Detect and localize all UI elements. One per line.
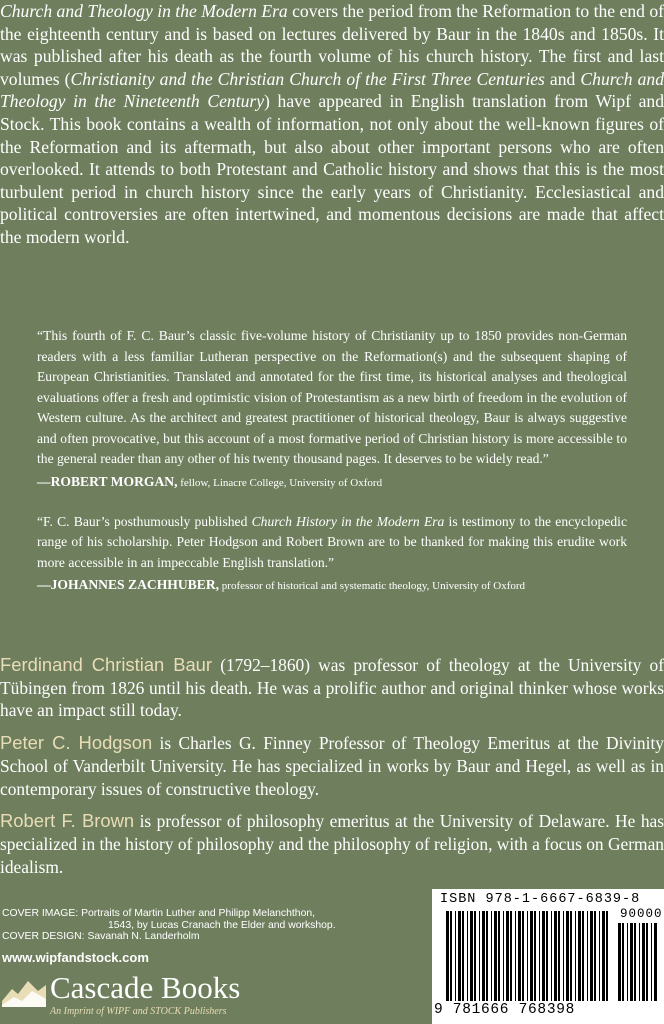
endorsement-attribution (37, 473, 627, 492)
bio-hodgson (0, 732, 664, 800)
quote-text-part1: “F. C. Baur’s posthumously published (37, 513, 252, 529)
bio-text: (1792–1860) was professor of theology at the University of Tübingen from 1826 until his death. He was a prolific author and original thinker whose works have an impact still today. (0, 655, 664, 721)
endorser-name: —JOHANNES ZACHHUBER, (37, 577, 220, 592)
endorser-name: —ROBERT MORGAN, (37, 473, 178, 489)
publisher-name: Cascade Books (50, 970, 241, 1005)
quoted-book-title: Church History in the Modern Era (251, 513, 445, 529)
endorser-affiliation: professor of historical and systematic theology, University of Oxford (219, 580, 526, 592)
author-bios (0, 654, 664, 888)
endorsement-zachhuber (37, 512, 627, 596)
publisher-website[interactable]: www.wipfandstock.com (2, 950, 149, 965)
bio-name: Robert F. Brown (0, 810, 135, 832)
cover-image-credit-line2: 1543, by Lucas Cranach the Elder and workshop. (108, 919, 336, 931)
publisher-tagline: An Imprint of WIPF and STOCK Publishers (50, 1006, 227, 1017)
publisher-logo (0, 972, 340, 1022)
endorsement-quote: “This fourth of F. C. Baur’s classic five-volume history of Christianity up to 1850 provides non-German readers with a less familiar Lutheran perspective on the Reformation(s) and the subsequent shaping of European Christianities. Translated and annotated for the first time, its historical analyses and theological evaluations offer a fresh and optimistic vision of Protestantism as a new birth of freedom in the evolution of Western culture. As the architect and greatest practitioner of historical theology, Baur is always suggestive and often provocative, but this account of a most formative period of Christian history is more accessible to the general reader than any other of his twenty thousand pages. It deserves to be widely read.” (37, 328, 627, 466)
description-text-part1: covers the period from the Reformation to the end of the eighteenth century and is based on lectures delivered by Baur in the 1840s and 1850s. It was published after his death as the fourth volume of his church history. The first and last volumes ( (0, 1, 664, 89)
isbn-barcode (432, 889, 664, 1024)
endorsements (37, 326, 627, 595)
bio-text: is Charles G. Finney Professor of Theology Emeritus at the Divinity School of Vanderbilt University. He has specialized in works by Baur and Hegel, as well as in contemporary issues of constructive theology. (0, 733, 664, 799)
cover-credits (2, 908, 422, 943)
quote-text-part2: is testimony to the encyclopedic range of his scholarship. Peter Hodgson and Robert Brown are to be thanked for making this erudite work more accessible in an impeccable English translation.” (37, 513, 627, 570)
volume-five-title: Church and Theology in the Nineteenth Century (0, 68, 664, 112)
bio-baur (0, 654, 664, 722)
endorsement-morgan (37, 326, 627, 492)
description-paragraph (0, 0, 664, 249)
cover-image-credit: COVER IMAGE: Portraits of Martin Luther and Philipp Melanchthon, (2, 908, 316, 919)
bio-name: Ferdinand Christian Baur (0, 654, 213, 675)
endorser-affiliation: fellow, Linacre College, University of Oxford (177, 476, 383, 489)
volume-one-title: Christianity and the Christian Church of the First Three Centuries (70, 68, 545, 89)
cover-design-credit: COVER DESIGN: Savanah N. Landerholm (2, 931, 200, 942)
book-description (0, 0, 664, 249)
isbn-number: ISBN 978-1-6667-6839-8 (440, 892, 641, 907)
mountain-logo-icon (2, 975, 46, 1007)
endorsement-quote (37, 512, 627, 574)
price-code: 90000 (620, 907, 663, 921)
book-title: Church and Theology in the Modern Era (0, 1, 288, 21)
endorsement-attribution (37, 576, 627, 595)
bio-name: Peter C. Hodgson (0, 732, 153, 754)
description-text-part3: ) have appeared in English translation from Wipf and Stock. This book contains a wealth of information, not only about the well-known figures of the Reformation and its aftermath, but also about other important persons who are often overlooked. It attends to both Protestant and Catholic history and shows that this is the most turbulent period in church history since the early years of Christianity. Ecclesiastical and political controversies are often intertwined, and momentous decisions are made that affect the modern world. (0, 91, 664, 247)
bio-brown (0, 810, 664, 878)
description-text-part2: and (544, 68, 581, 89)
bio-text: is professor of philosophy emeritus at the University of Delaware. He has specialized in the history of philosophy and the philosophy of religion, with a focus on German idealism. (0, 811, 664, 877)
ean-digits: 9 781666 768398 (434, 1002, 576, 1018)
